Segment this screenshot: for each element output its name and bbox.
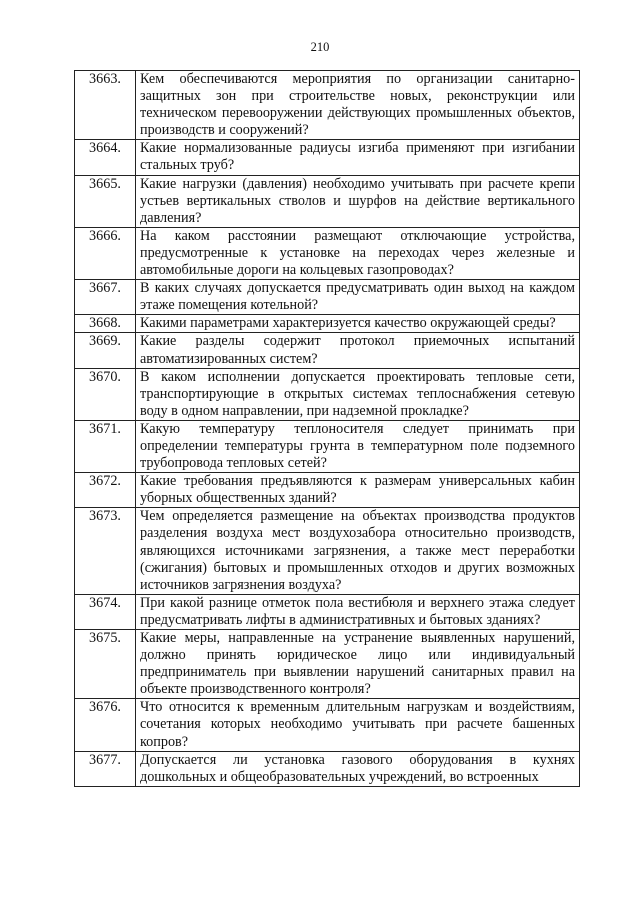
question-text: Какими параметрами характеризуется качество окружающей среды? (136, 315, 580, 333)
question-number: 3669. (75, 333, 136, 368)
question-text: Чем определяется размещение на объектах производства продуктов разделения воздуха мест воздухозабора относительно производств, являющихся источниками загрязнения, а также мест переработки (сжигания) бытовых и промышленных отходов и других возможных источников загрязнения воздуха? (136, 508, 580, 594)
question-number: 3673. (75, 508, 136, 594)
table-row (75, 280, 580, 315)
table-row (75, 420, 580, 472)
question-text: Что относится к временным длительным нагрузкам и воздействиям, сочетания которых необходимо учитывать при расчете башенных копров? (136, 699, 580, 751)
question-number: 3667. (75, 280, 136, 315)
questions-table (74, 70, 580, 787)
question-number: 3671. (75, 420, 136, 472)
question-text: На каком расстоянии размещают отключающие устройства, предусмотренные к установке на переходах через железные и автомобильные дороги на кольцевых газопроводах? (136, 227, 580, 279)
page-number: 210 (310, 40, 330, 54)
question-number: 3666. (75, 227, 136, 279)
question-number: 3668. (75, 315, 136, 333)
table-row (75, 699, 580, 751)
table-row (75, 333, 580, 368)
table-row (75, 751, 580, 786)
question-text: Какие требования предъявляются к размерам универсальных кабин уборных общественных зданий? (136, 473, 580, 508)
question-text: Какие нормализованные радиусы изгиба применяют при изгибании стальных труб? (136, 140, 580, 175)
question-text: Кем обеспечиваются мероприятия по организации санитарно-защитных зон при строительстве новых, реконструкции или техническом перевооружении действующих промышленных объектов, производств и сооружений? (136, 71, 580, 140)
question-number: 3675. (75, 630, 136, 699)
question-number: 3664. (75, 140, 136, 175)
table-row (75, 140, 580, 175)
question-text: Какие разделы содержит протокол приемочных испытаний автоматизированных систем? (136, 333, 580, 368)
question-text: Какие нагрузки (давления) необходимо учитывать при расчете крепи устьев вертикальных стволов и шурфов на действие вертикального давления? (136, 175, 580, 227)
table-row (75, 227, 580, 279)
table-row (75, 630, 580, 699)
question-number: 3676. (75, 699, 136, 751)
question-number: 3663. (75, 71, 136, 140)
question-number: 3665. (75, 175, 136, 227)
question-text: В каких случаях допускается предусматривать один выход на каждом этаже помещения котельной? (136, 280, 580, 315)
question-text: Какую температуру теплоносителя следует принимать при определении температуры грунта в температурном поле подземного трубопровода тепловых сетей? (136, 420, 580, 472)
table-row (75, 368, 580, 420)
table-row (75, 473, 580, 508)
table-row (75, 175, 580, 227)
question-number: 3672. (75, 473, 136, 508)
table-row (75, 315, 580, 333)
question-text: В каком исполнении допускается проектировать тепловые сети, транспортирующие в открытых системах теплоснабжения сетевую воду в одном направлении, при надземной прокладке? (136, 368, 580, 420)
question-number: 3677. (75, 751, 136, 786)
question-text: Какие меры, направленные на устранение выявленных нарушений, должно принять юридическое лицо или индивидуальный предприниматель при выявлении нарушений санитарных правил на объекте производственного контроля? (136, 630, 580, 699)
table-row (75, 508, 580, 594)
question-number: 3674. (75, 594, 136, 629)
table-row (75, 71, 580, 140)
table-row (75, 594, 580, 629)
question-text: При какой разнице отметок пола вестибюля и верхнего этажа следует предусматривать лифты в административных и бытовых зданиях? (136, 594, 580, 629)
question-number: 3670. (75, 368, 136, 420)
question-text: Допускается ли установка газового оборудования в кухнях дошкольных и общеобразовательных учреждений, во встроенных (136, 751, 580, 786)
